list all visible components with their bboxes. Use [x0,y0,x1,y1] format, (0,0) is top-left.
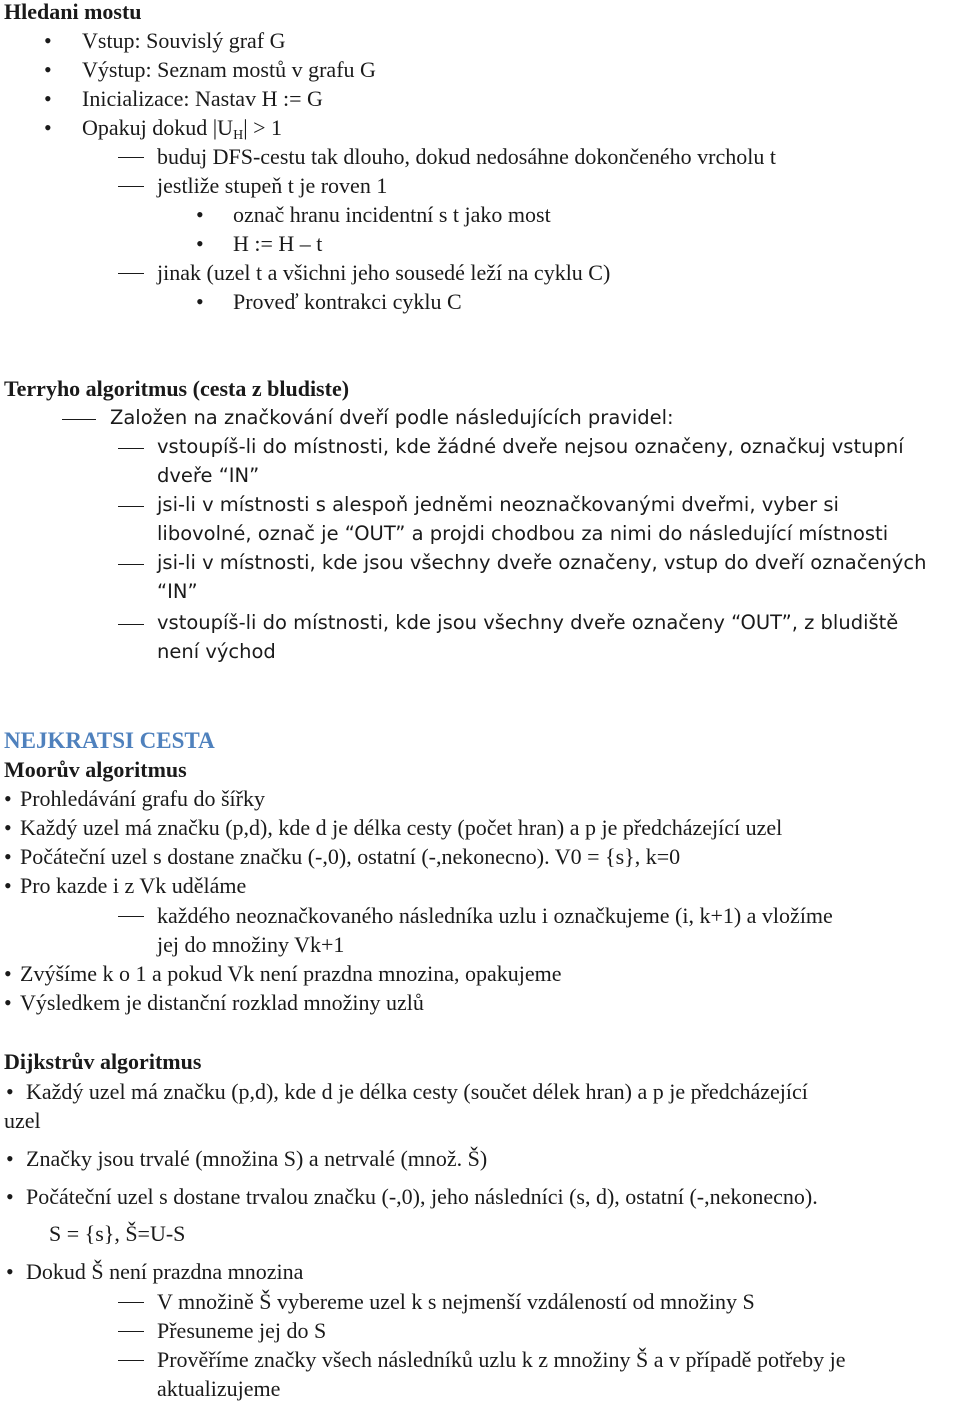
dijkstra-subitem-2: Přesuneme jej do S [157,1318,327,1343]
dijkstra-subitem-3a: Prověříme značky všech následníků uzlu k z množiny Š a v případě potřeby je [157,1347,846,1372]
bullet-icon: • [44,28,52,53]
bullet-icon: • [196,231,204,256]
bridges-mark-bridge: označ hranu incidentní s t jako most [233,202,551,227]
bullet-icon: • [4,961,12,986]
section-heading-shortest-path: NEJKRATSI CESTA [4,728,215,753]
moore-item-3: Počáteční uzel s dostane značku (-,0), ostatní (-,nekonecno). V0 = {s}, k=0 [20,844,681,869]
dash-icon [118,1360,144,1361]
bridges-if-degree: jestliže stupeň t je roven 1 [157,173,388,198]
dijkstra-title: Dijkstrův algoritmus [4,1049,202,1074]
bullet-icon: • [44,57,52,82]
dijkstra-subitem-1: V množině Š vybereme uzel k s nejmenší vzdáleností od množiny S [157,1289,755,1314]
dash-icon [118,564,144,565]
bullet-icon: • [4,990,12,1015]
section-title-bridges: Hledani mostu [4,0,142,24]
bridges-h-minus-t: H := H – t [233,231,323,256]
dash-icon [118,916,144,917]
dijkstra-item-1a: Každý uzel má značku (p,d), kde d je délka cesty (součet délek hran) a p je předcházející [26,1079,808,1104]
tarry-rule-2a: jsi-li v místnosti s alespoň jedněmi neoznačkovanými dveřmi, vyber si [157,493,839,516]
bullet-icon: • [6,1146,14,1171]
repeat-prefix: Opakuj dokud |U [82,115,234,140]
dash-icon [62,419,96,420]
dash-icon [118,624,144,625]
dijkstra-item-4: Dokud Š není prazdna mnozina [26,1259,304,1284]
bullet-icon: • [6,1079,14,1104]
moore-item-6: Výsledkem je distanční rozklad množiny uzlů [20,990,424,1015]
moore-item-2: Každý uzel má značku (p,d), kde d je délka cesty (počet hran) a p je předcházející uzel [20,815,783,840]
dash-icon [118,1302,144,1303]
bridges-contract: Proveď kontrakci cyklu C [233,289,462,314]
bullet-icon: • [4,873,12,898]
bridges-input: Vstup: Souvislý graf G [82,28,286,53]
dash-icon [118,186,144,187]
tarry-rule-1b: dveře “IN” [157,464,260,487]
dash-icon [118,1331,144,1332]
tarry-rule-3b: “IN” [157,580,198,603]
moore-item-4: Pro kazde i z Vk uděláme [20,873,247,898]
bullet-icon: • [6,1259,14,1284]
tarry-rule-4b: není východ [157,640,276,663]
moore-subitem-a: každého neoznačkovaného následníka uzlu i označkujeme (i, k+1) a vložíme [157,903,833,928]
dash-icon [118,448,144,449]
dijkstra-item-3: Počáteční uzel s dostane trvalou značku (-,0), jeho následníci (s, d), ostatní (-,nekonecno). [26,1184,818,1209]
bullet-icon: • [6,1184,14,1209]
bridges-dfs: buduj DFS-cestu tak dlouho, dokud nedosáhne dokončeného vrcholu t [157,144,776,169]
bullet-icon: • [44,115,52,140]
dash-icon [118,157,144,158]
tarry-rule-3a: jsi-li v místnosti, kde jsou všechny dveře označeny, vstup do dveří označených [157,551,927,574]
dijkstra-subitem-3b: aktualizujeme [157,1376,281,1401]
dijkstra-item-2: Značky jsou trvalé (množina S) a netrvalé (množ. Š) [26,1146,488,1171]
tarry-rule-1a: vstoupíš-li do místnosti, kde žádné dveře nejsou označeny, označkuj vstupní [157,435,904,458]
bridges-output: Výstup: Seznam mostů v grafu G [82,57,376,82]
dash-icon [118,506,144,507]
bridges-else-cycle: jinak (uzel t a všichni jeho sousedé leží na cyklu C) [157,260,611,285]
bullet-icon: • [4,786,12,811]
section-title-tarry: Terryho algoritmus (cesta z bludiste) [4,376,350,401]
bullet-icon: • [44,86,52,111]
bullet-icon: • [196,289,204,314]
dijkstra-item-1b: uzel [4,1108,41,1133]
bullet-icon: • [196,202,204,227]
tarry-rule-2b: libovolné, označ je “OUT” a projdi chodbou za nimi do následující místnosti [157,522,889,545]
moore-item-5: Zvýšíme k o 1 a pokud Vk není prazdna mnozina, opakujeme [20,961,562,986]
bridges-init: Inicializace: Nastav H := G [82,86,323,111]
dijkstra-item-3b: S = {s}, Š=U-S [49,1221,186,1246]
tarry-basis: Založen na značkování dveří podle následujících pravidel: [110,406,674,429]
tarry-rule-4a: vstoupíš-li do místnosti, kde jsou všechny dveře označeny “OUT”, z bludiště [157,611,899,634]
repeat-suffix: | > 1 [243,115,282,140]
repeat-subscript: H [233,128,244,143]
moore-title: Moorův algoritmus [4,757,187,782]
bullet-icon: • [4,815,12,840]
bullet-icon: • [4,844,12,869]
moore-subitem-b: jej do množiny Vk+1 [157,932,345,957]
dash-icon [118,273,144,274]
moore-item-1: Prohledávání grafu do šířky [20,786,265,811]
